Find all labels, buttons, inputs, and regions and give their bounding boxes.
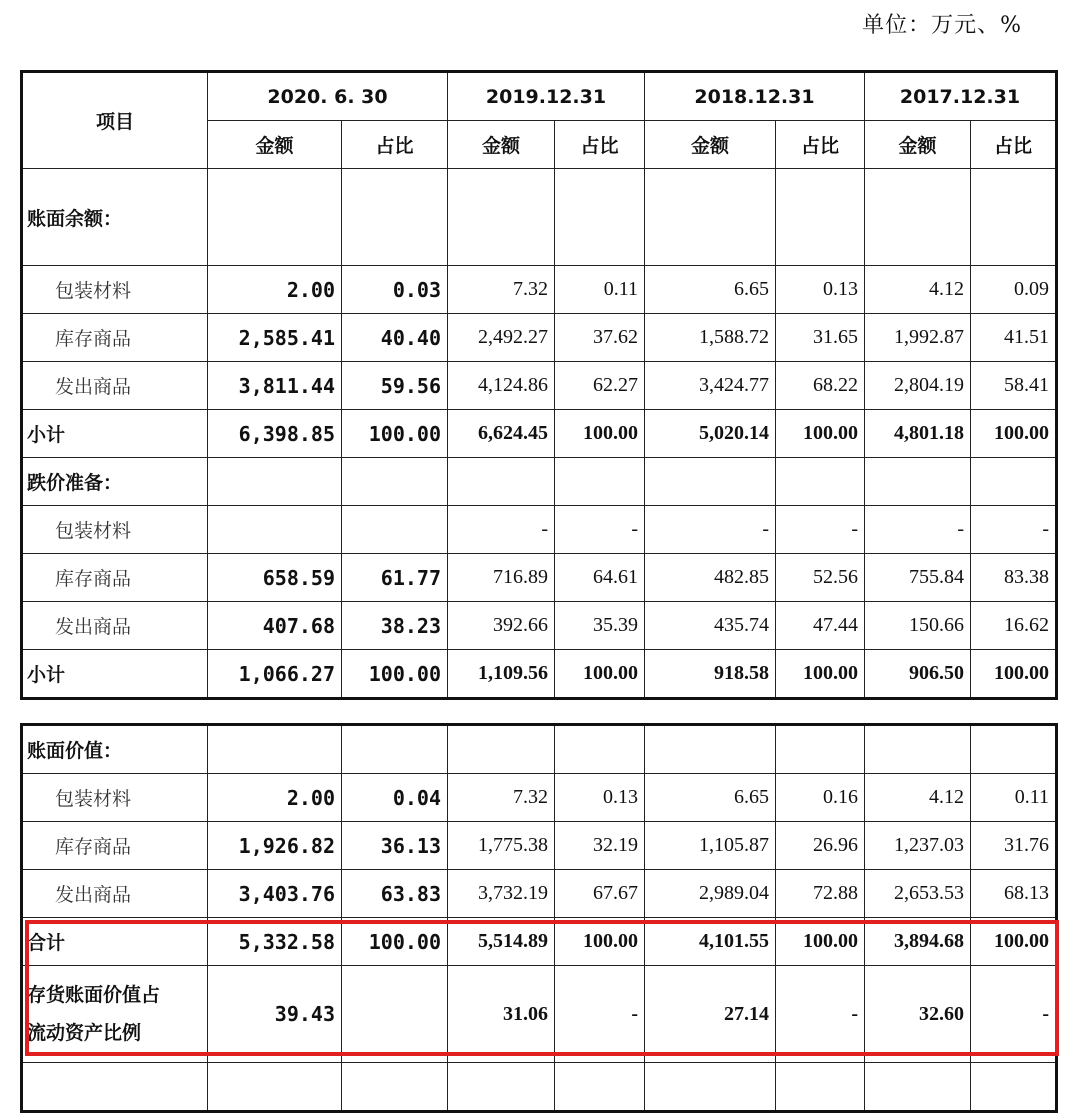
- value-cell: 68.22: [776, 362, 865, 410]
- section-title-impairment: 跌价准备：: [22, 458, 208, 506]
- header-ratio: 占比: [971, 121, 1057, 169]
- value-cell: [208, 506, 342, 554]
- table-row: [22, 822, 1057, 870]
- subtotal-label: 合计: [22, 918, 208, 966]
- value-cell: 1,992.87: [865, 314, 971, 362]
- table-row: [22, 506, 1057, 554]
- value-cell: 0.04: [342, 774, 448, 822]
- value-cell: -: [555, 506, 645, 554]
- table-row: [22, 314, 1057, 362]
- table-row: [22, 774, 1057, 822]
- value-cell: 41.51: [971, 314, 1057, 362]
- header-ratio: 占比: [342, 121, 448, 169]
- value-cell: -: [645, 506, 776, 554]
- value-cell: 7.32: [448, 266, 555, 314]
- value-cell: 755.84: [865, 554, 971, 602]
- subtotal-cell: 100.00: [555, 650, 645, 699]
- subtotal-row: [22, 650, 1057, 699]
- value-cell: 0.13: [555, 774, 645, 822]
- value-cell: 61.77: [342, 554, 448, 602]
- value-cell: 35.39: [555, 602, 645, 650]
- subtotal-cell: 5,020.14: [645, 410, 776, 458]
- subtotal-label: 小计: [22, 650, 208, 699]
- value-cell: 16.62: [971, 602, 1057, 650]
- value-cell: 1,588.72: [645, 314, 776, 362]
- table-row: [22, 870, 1057, 918]
- value-cell: 1,775.38: [448, 822, 555, 870]
- header-date-2017: 2017.12.31: [865, 72, 1057, 121]
- value-cell: 2,585.41: [208, 314, 342, 362]
- subtotal-cell: 1,066.27: [208, 650, 342, 699]
- value-cell: 392.66: [448, 602, 555, 650]
- ratio-cell: -: [555, 966, 645, 1063]
- value-cell: 31.76: [971, 822, 1057, 870]
- value-cell: 4,124.86: [448, 362, 555, 410]
- row-label: 包装材料: [22, 774, 208, 822]
- ratio-cell: 27.14: [645, 966, 776, 1063]
- value-cell: 435.74: [645, 602, 776, 650]
- subtotal-cell: 100.00: [342, 650, 448, 699]
- value-cell: 52.56: [776, 554, 865, 602]
- subtotal-cell: 100.00: [971, 410, 1057, 458]
- value-cell: 3,732.19: [448, 870, 555, 918]
- subtotal-cell: 5,514.89: [448, 918, 555, 966]
- value-cell: 407.68: [208, 602, 342, 650]
- subtotal-row: [22, 410, 1057, 458]
- value-cell: 67.67: [555, 870, 645, 918]
- row-label: 包装材料: [22, 266, 208, 314]
- ratio-cell: 39.43: [208, 966, 342, 1063]
- value-cell: 0.11: [971, 774, 1057, 822]
- subtotal-cell: 100.00: [555, 410, 645, 458]
- value-cell: 658.59: [208, 554, 342, 602]
- inventory-table-top: [20, 70, 1058, 700]
- value-cell: 4.12: [865, 774, 971, 822]
- value-cell: [342, 506, 448, 554]
- ratio-cell: -: [776, 966, 865, 1063]
- value-cell: 64.61: [555, 554, 645, 602]
- subtotal-cell: 100.00: [342, 410, 448, 458]
- value-cell: 32.19: [555, 822, 645, 870]
- row-label: 发出商品: [22, 602, 208, 650]
- value-cell: 3,811.44: [208, 362, 342, 410]
- row-label: 库存商品: [22, 314, 208, 362]
- value-cell: 6.65: [645, 774, 776, 822]
- subtotal-label: 小计: [22, 410, 208, 458]
- value-cell: -: [448, 506, 555, 554]
- row-label: 发出商品: [22, 362, 208, 410]
- value-cell: 72.88: [776, 870, 865, 918]
- value-cell: 6.65: [645, 266, 776, 314]
- inventory-table-bottom: [20, 723, 1058, 1113]
- subtotal-cell: 100.00: [555, 918, 645, 966]
- value-cell: 2.00: [208, 774, 342, 822]
- row-label: 库存商品: [22, 554, 208, 602]
- ratio-cell: -: [971, 966, 1057, 1063]
- header-ratio: 占比: [555, 121, 645, 169]
- value-cell: 0.03: [342, 266, 448, 314]
- subtotal-cell: 100.00: [971, 918, 1057, 966]
- value-cell: 0.13: [776, 266, 865, 314]
- value-cell: 83.38: [971, 554, 1057, 602]
- value-cell: -: [865, 506, 971, 554]
- subtotal-cell: 100.00: [776, 410, 865, 458]
- table-row: [22, 266, 1057, 314]
- value-cell: 47.44: [776, 602, 865, 650]
- subtotal-cell: 100.00: [776, 650, 865, 699]
- subtotal-row: [22, 918, 1057, 966]
- value-cell: 0.16: [776, 774, 865, 822]
- value-cell: 0.09: [971, 266, 1057, 314]
- value-cell: 2,804.19: [865, 362, 971, 410]
- ratio-cell: 31.06: [448, 966, 555, 1063]
- value-cell: 0.11: [555, 266, 645, 314]
- subtotal-cell: 100.00: [776, 918, 865, 966]
- value-cell: 40.40: [342, 314, 448, 362]
- value-cell: 68.13: [971, 870, 1057, 918]
- value-cell: 36.13: [342, 822, 448, 870]
- value-cell: -: [776, 506, 865, 554]
- value-cell: 62.27: [555, 362, 645, 410]
- value-cell: 4.12: [865, 266, 971, 314]
- value-cell: 150.66: [865, 602, 971, 650]
- subtotal-cell: 906.50: [865, 650, 971, 699]
- header-item: 项目: [22, 72, 208, 169]
- header-amount: 金额: [865, 121, 971, 169]
- subtotal-cell: 4,101.55: [645, 918, 776, 966]
- subtotal-cell: 5,332.58: [208, 918, 342, 966]
- header-amount: 金额: [208, 121, 342, 169]
- subtotal-cell: 6,398.85: [208, 410, 342, 458]
- ratio-cell: 32.60: [865, 966, 971, 1063]
- subtotal-cell: 4,801.18: [865, 410, 971, 458]
- header-date-2019: 2019.12.31: [448, 72, 645, 121]
- value-cell: 3,424.77: [645, 362, 776, 410]
- value-cell: 7.32: [448, 774, 555, 822]
- value-cell: 1,237.03: [865, 822, 971, 870]
- value-cell: 1,926.82: [208, 822, 342, 870]
- section-title-book-balance: 账面余额：: [22, 169, 208, 266]
- unit-label: 单位：万元、%: [862, 13, 1022, 38]
- table-row: [22, 362, 1057, 410]
- subtotal-cell: 100.00: [971, 650, 1057, 699]
- value-cell: 31.65: [776, 314, 865, 362]
- table-row: [22, 554, 1057, 602]
- subtotal-cell: 6,624.45: [448, 410, 555, 458]
- subtotal-cell: 100.00: [342, 918, 448, 966]
- value-cell: 37.62: [555, 314, 645, 362]
- row-label: 库存商品: [22, 822, 208, 870]
- subtotal-cell: 918.58: [645, 650, 776, 699]
- header-date-2020: 2020. 6. 30: [208, 72, 448, 121]
- value-cell: 2,492.27: [448, 314, 555, 362]
- header-amount: 金额: [645, 121, 776, 169]
- value-cell: -: [971, 506, 1057, 554]
- header-amount: 金额: [448, 121, 555, 169]
- ratio-row-label: 存货账面价值占 流动资产比例: [22, 966, 208, 1063]
- value-cell: 2.00: [208, 266, 342, 314]
- header-ratio: 占比: [776, 121, 865, 169]
- value-cell: 716.89: [448, 554, 555, 602]
- value-cell: 26.96: [776, 822, 865, 870]
- value-cell: 2,989.04: [645, 870, 776, 918]
- value-cell: 1,105.87: [645, 822, 776, 870]
- value-cell: 3,403.76: [208, 870, 342, 918]
- subtotal-cell: 3,894.68: [865, 918, 971, 966]
- value-cell: 58.41: [971, 362, 1057, 410]
- value-cell: 482.85: [645, 554, 776, 602]
- value-cell: 59.56: [342, 362, 448, 410]
- row-label: 发出商品: [22, 870, 208, 918]
- ratio-cell: [342, 966, 448, 1063]
- subtotal-cell: 1,109.56: [448, 650, 555, 699]
- table-row: [22, 602, 1057, 650]
- value-cell: 63.83: [342, 870, 448, 918]
- section-title-book-value: 账面价值：: [22, 725, 208, 774]
- value-cell: 2,653.53: [865, 870, 971, 918]
- value-cell: 38.23: [342, 602, 448, 650]
- header-date-2018: 2018.12.31: [645, 72, 865, 121]
- row-label: 包装材料: [22, 506, 208, 554]
